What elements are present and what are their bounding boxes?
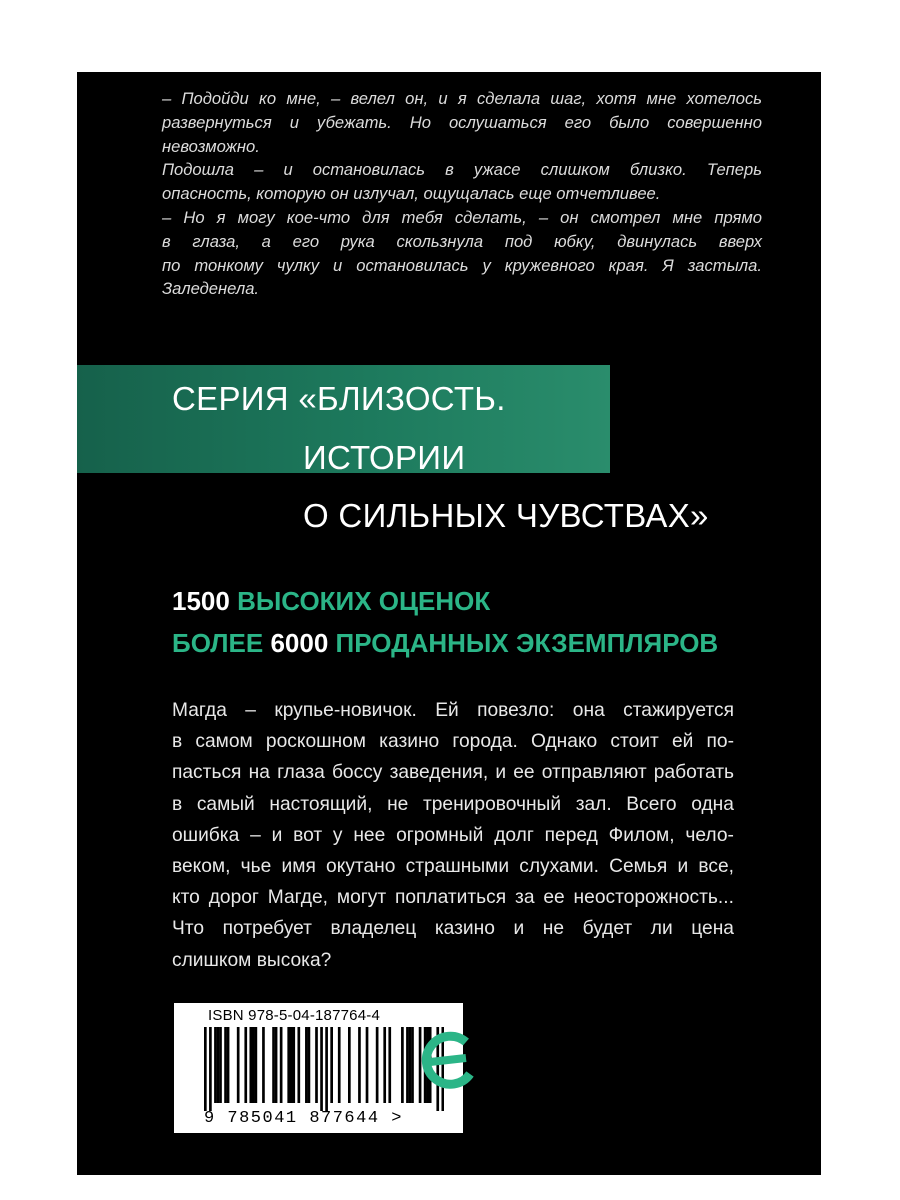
barcode-bars: [204, 1027, 444, 1111]
description-word: отправляют: [541, 762, 647, 784]
description-word: по-: [706, 731, 734, 753]
barcode-bar: [315, 1027, 318, 1103]
description-word: боссу: [331, 762, 383, 784]
description-word: Что: [172, 918, 205, 940]
description-line: [172, 757, 734, 788]
barcode-bar: [262, 1027, 265, 1103]
barcode-bar: [280, 1027, 283, 1103]
description-word: Магде,: [267, 887, 329, 909]
barcode-bar: [366, 1027, 369, 1103]
barcode-bar: [409, 1027, 412, 1103]
description-word: глаза: [277, 762, 325, 784]
excerpt-line: Заледенела.: [162, 279, 260, 299]
isbn-number: ISBN 978-5-04-187764-4: [208, 1007, 381, 1024]
sold-stat: [172, 622, 718, 664]
barcode-bar: [237, 1027, 240, 1103]
description-word: вот: [293, 824, 323, 846]
description-word: дорог: [208, 887, 259, 909]
description-word: казино: [379, 731, 440, 753]
barcode-bar: [217, 1027, 220, 1103]
description-word: в: [172, 793, 183, 815]
barcode-bar: [348, 1027, 351, 1103]
description-word: она: [572, 700, 605, 721]
barcode-bar: [401, 1027, 404, 1103]
description-word: заведения,: [389, 762, 489, 784]
description-word: у: [332, 824, 343, 846]
barcode-digits: 9 785041 877644 >: [204, 1109, 403, 1128]
barcode-bar: [244, 1027, 247, 1103]
barcode-bar: [290, 1027, 293, 1103]
description-word: Всего: [626, 793, 677, 815]
description-word: самом: [195, 731, 253, 753]
description-word: Филом,: [608, 824, 675, 846]
barcode-bar: [219, 1027, 222, 1103]
description-word: все,: [698, 856, 734, 878]
barcode-bar: [287, 1027, 290, 1103]
description-word: имя: [281, 856, 316, 878]
barcode-bar: [209, 1027, 212, 1111]
series-title-line-2: ИСТОРИИ: [303, 439, 466, 476]
description-word: –: [245, 700, 256, 721]
description-line: [172, 820, 734, 851]
description-word: за: [515, 887, 535, 909]
description-line: [172, 851, 734, 882]
description-line: слишком высока?: [172, 949, 332, 971]
barcode-bar: [297, 1027, 300, 1103]
sold-prefix: БОЛЕЕ: [172, 628, 264, 658]
description-word: роскошном: [265, 731, 366, 753]
sales-stats: [172, 580, 718, 664]
description-word: долг: [494, 824, 534, 846]
description-word: пасться: [172, 762, 242, 784]
description-word: чье: [240, 856, 272, 878]
ratings-stat: [172, 580, 718, 622]
description-word: ее: [543, 887, 565, 909]
description-word: работать: [653, 762, 734, 784]
description-word: –: [250, 824, 261, 846]
description-word: и: [677, 856, 689, 878]
barcode-bar: [292, 1027, 295, 1103]
description-word: крупье-новичок.: [274, 700, 417, 721]
barcode-bar: [376, 1027, 379, 1103]
description-word: города.: [452, 731, 518, 753]
description-word: неосторожность...: [573, 887, 734, 909]
barcode-bar: [325, 1027, 328, 1111]
description-word: одна: [691, 793, 734, 815]
excerpt-line: развернуться и убежать. Но ослушаться его было совершенно: [162, 112, 762, 132]
description-word: не: [542, 918, 565, 940]
barcode-bar: [406, 1027, 409, 1103]
sold-label: ПРОДАННЫХ ЭКЗЕМПЛЯРОВ: [335, 628, 719, 658]
description-word: веком,: [172, 856, 231, 878]
description-line: [172, 882, 734, 913]
barcode-bar: [255, 1027, 258, 1103]
ratings-label: ВЫСОКИХ ОЦЕНОК: [237, 586, 491, 616]
description-word: не: [387, 793, 409, 815]
excerpt-line: по тонкому чулку и остановилась у кружевного края. Я застыла.: [162, 255, 762, 275]
description-word: могут: [336, 887, 387, 909]
excerpt-line: в глаза, а его рука скользнула под юбку, двинулась вверх: [162, 231, 762, 251]
barcode-bar: [338, 1027, 341, 1103]
description-word: окутано: [326, 856, 396, 878]
barcode-bar: [275, 1027, 278, 1103]
description-word: ошибка: [172, 824, 240, 846]
description-word: самый: [196, 793, 255, 815]
description-word: и: [271, 824, 283, 846]
barcode-bar: [252, 1027, 255, 1103]
description-line: [172, 913, 734, 944]
barcode-bar: [204, 1027, 207, 1111]
barcode-bar: [214, 1027, 217, 1103]
series-title-line-1: СЕРИЯ «БЛИЗОСТЬ.: [172, 380, 506, 417]
description-word: Семья: [609, 856, 668, 878]
book-back-cover: [77, 72, 821, 1175]
excerpt-line: Подошла – и остановилась в ужасе слишком близко. Теперь: [162, 160, 762, 180]
description-word: повезло:: [477, 700, 555, 721]
description-word: на: [248, 762, 270, 784]
barcode-bar: [388, 1027, 391, 1103]
barcode-bar: [272, 1027, 275, 1103]
description-word: Ей: [435, 700, 459, 721]
description-word: зал.: [575, 793, 612, 815]
description-word: стоит: [610, 731, 659, 753]
book-description: [172, 695, 734, 976]
description-word: кто: [172, 887, 200, 909]
description-word: поплатиться: [394, 887, 507, 909]
description-word: казино: [434, 918, 495, 940]
ratings-count: 1500: [172, 586, 230, 616]
excerpt-line: опасность, которую он излучал, ощущалась еще отчетливее.: [162, 184, 661, 204]
description-word: слухами.: [519, 856, 599, 878]
barcode-bar: [249, 1027, 252, 1103]
excerpt-line: – Подойди ко мне, – велел он, и я сделала шаг, хотя мне хотелось: [162, 89, 762, 108]
description-word: ей: [671, 731, 694, 753]
description-word: чело-: [685, 824, 734, 846]
publisher-logo-icon: [418, 1022, 478, 1102]
barcode-bar: [411, 1027, 414, 1103]
description-line: [172, 695, 734, 726]
description-line: [172, 726, 734, 757]
description-word: будет: [582, 918, 633, 940]
description-word: настоящий,: [269, 793, 373, 815]
barcode-bar: [320, 1027, 323, 1111]
excerpt-line: – Но я могу кое-что для тебя сделать, – он смотрел мне прямо: [162, 207, 762, 227]
sold-count: 6000: [270, 628, 329, 658]
description-word: тренировочный: [422, 793, 562, 815]
description-word: стажируется: [623, 700, 734, 721]
barcode-bar: [308, 1027, 311, 1103]
description-word: ли: [650, 918, 673, 940]
description-word: потребует: [222, 918, 312, 940]
barcode-bar: [224, 1027, 227, 1103]
description-word: в: [172, 731, 183, 753]
description-word: огромный: [396, 824, 484, 846]
description-word: нее: [353, 824, 386, 846]
description-word: владелец: [330, 918, 417, 940]
description-line: [172, 789, 734, 820]
description-word: ее: [513, 762, 535, 784]
description-word: страшными: [405, 856, 510, 878]
description-word: и: [495, 762, 507, 784]
series-title-line-3: О СИЛЬНЫХ ЧУВСТВАХ»: [303, 497, 709, 534]
barcode-bar: [383, 1027, 386, 1103]
description-word: перед: [544, 824, 598, 846]
description-word: и: [513, 918, 525, 940]
excerpt-line: невозможно.: [162, 136, 260, 156]
description-word: Магда: [172, 700, 227, 721]
barcode-bar: [358, 1027, 361, 1103]
barcode-bar: [305, 1027, 308, 1103]
description-word: Однако: [530, 731, 598, 753]
barcode-bar: [227, 1027, 230, 1103]
barcode-bar: [330, 1027, 333, 1103]
description-word: цена: [691, 918, 734, 940]
